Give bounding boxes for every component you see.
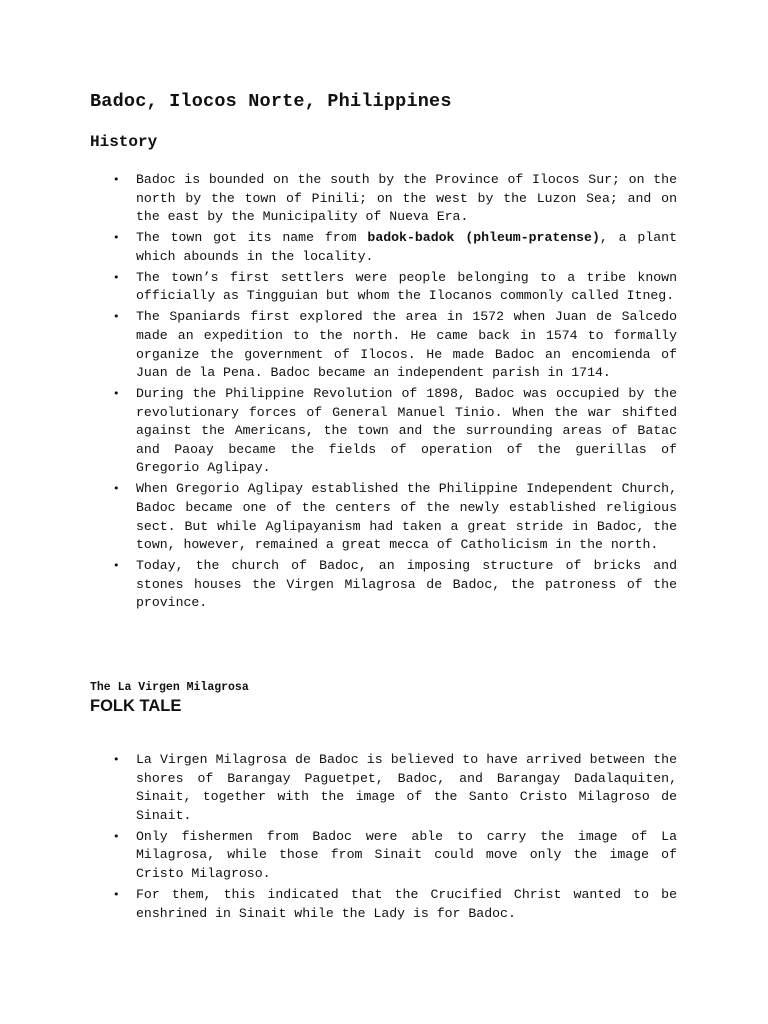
bullet-icon: • (113, 270, 120, 284)
list-item (0, 385, 677, 478)
history-list (0, 171, 768, 615)
list-item-text: Today, the church of Badoc, an imposing structure of bricks and stones houses the Virgen Milagrosa de Badoc, the patroness of the province. (136, 558, 677, 611)
list-item (0, 828, 677, 884)
bullet-icon: • (113, 173, 120, 186)
bullet-icon: • (113, 310, 120, 324)
bullet-icon: • (113, 887, 120, 901)
list-item (0, 557, 677, 613)
list-item-text: When Gregorio Aglipay established the Philippine Independent Church, Badoc became one of the centers of the newly established religious sect. But while Aglipayanism had taken a great stride in Badoc, the town, however, remained a great mecca of Catholicism in the north. (136, 481, 677, 553)
list-item (0, 751, 677, 825)
bullet-icon: • (113, 753, 120, 766)
bullet-icon: • (113, 559, 120, 573)
list-item (0, 171, 677, 227)
list-item (0, 480, 677, 554)
bullet-icon: • (113, 231, 120, 245)
list-item-text: For them, this indicated that the Crucified Christ wanted to be enshrined in Sinait while the Lady is for Badoc. (136, 886, 677, 921)
list-item-text: La Virgen Milagrosa de Badoc is believed to have arrived between the shores of Barangay Paguetpet, Badoc, and Barangay Dadalaquiten, Sinait, together with the image of the Santo Cristo Milagroso de Sinait. (136, 752, 677, 823)
list-item-text: The town’s first settlers were people belonging to a tribe known officially as Tingguian but whom the Ilocanos commonly called Itneg. (136, 269, 677, 304)
list-item (0, 308, 677, 382)
list-item (0, 886, 677, 923)
list-item-text: Only fishermen from Badoc were able to carry the image of La Milagrosa, while those from Sinait could move only the image of Cristo Milagroso. (136, 828, 677, 881)
folk-tale-heading: FOLK TALE (90, 697, 182, 715)
list-item-text-start: The town got its name from (136, 230, 368, 246)
history-heading: History (90, 133, 158, 151)
list-item (0, 269, 677, 306)
bullet-icon: • (113, 829, 120, 843)
bullet-icon: • (113, 482, 120, 496)
list-item-text-end: , a plant which abounds in the locality. (136, 230, 677, 264)
list-item (0, 229, 677, 266)
list-item-text: The Spaniards first explored the area in 1572 when Juan de Salcedo made an expedition to the north. He came back in 1574 to formally organize the government of Ilocos. He made Badoc an encomienda of Juan de la Pena. Badoc became an independent parish in 1714. (136, 309, 677, 381)
list-item-text: Badoc is bounded on the south by the Province of Ilocos Sur; on the north by the town of Pinili; on the west by the Luzon Sea; and on the east by the Municipality of Nueva Era. (136, 172, 677, 225)
virgen-subheading: The La Virgen Milagrosa (90, 681, 249, 694)
list-item-text: During the Philippine Revolution of 1898, Badoc was occupied by the revolutionary forces of General Manuel Tinio. When the war shifted against the Americans, the town and the surrounding areas of Batac and Paoay became the fields of operation of the guerillas of Gregorio Aglipay. (136, 386, 677, 476)
bullet-icon: • (113, 387, 120, 401)
page-title: Badoc, Ilocos Norte, Philippines (90, 91, 452, 112)
plant-name: badok-badok (phleum-pratense) (367, 230, 600, 246)
folk-tale-list (0, 751, 768, 926)
